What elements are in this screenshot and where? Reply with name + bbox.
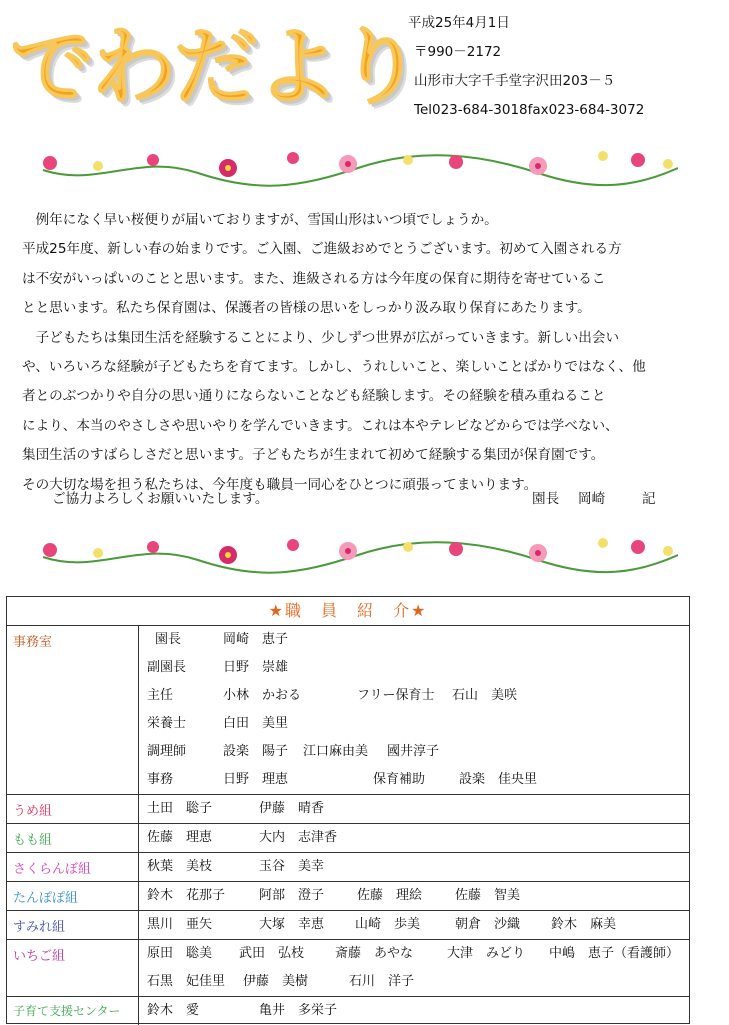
- member-line: [147, 738, 689, 766]
- staff-role: 主任: [147, 688, 174, 703]
- member-line: [147, 710, 689, 738]
- intro-line: により、本当のやさしさや思いやりを学んでいきます。これは本やテレビなどからでは学べない、: [22, 417, 619, 434]
- staff-member: 石山 美咲: [452, 688, 518, 703]
- member-line: [147, 626, 689, 654]
- staff-member: 斎藤 あやな: [335, 946, 414, 961]
- address: 山形市大字千手堂字沢田203－５: [414, 73, 616, 89]
- group-name: すみれ組: [7, 911, 139, 939]
- staff-role: 事務: [147, 772, 174, 787]
- intro-line: 子どもたちは集団生活を経験することにより、少しずつ世界が広がっていきます。新しい出会い: [22, 329, 620, 346]
- staff-member: 岡崎 恵子: [223, 632, 289, 647]
- staff-member: 伊藤 晴香: [259, 801, 325, 816]
- member-line: [147, 940, 689, 968]
- intro-line: とと思います。私たち保育園は、保護者の皆様の思いをしっかり汲み取り保育にあたります。: [22, 300, 591, 317]
- member-line: [147, 882, 689, 910]
- intro-line: 者とのぶつかりや自分の思い通りにならないことなども経験します。その経験を積み重ねること: [22, 388, 606, 405]
- staff-table-title: [7, 597, 689, 626]
- staff-member: 佐藤 智美: [455, 888, 521, 903]
- staff-member: 江口麻由美: [303, 744, 369, 759]
- intro-line: 例年になく早い桜便りが届いておりますが、雪国山形はいつ頃でしょうか。: [22, 212, 498, 228]
- group-members: [139, 882, 689, 910]
- staff-member: 石川 洋子: [349, 974, 415, 989]
- intro-line: や、いろいろな経験が子どもたちを育てます。しかし、うれしいこと、楽しいことばかりではなく、他: [22, 359, 646, 376]
- staff-row-support-center: [7, 997, 689, 1025]
- member-line: [147, 824, 689, 852]
- flower-icon: [43, 151, 673, 177]
- staff-member: 設楽 佳央里: [459, 772, 538, 787]
- staff-member: 玉谷 美幸: [259, 859, 325, 874]
- member-line: [147, 968, 689, 996]
- staff-row-ichigo: [7, 940, 689, 997]
- intro-line: 平成25年度、新しい春の始まりです。ご入園、ご進級おめでとうございます。初めて入園される方: [22, 241, 622, 258]
- staff-member: 日野 崇雄: [223, 660, 289, 675]
- staff-role: 園長: [155, 632, 182, 647]
- staff-member: 大内 志津香: [259, 830, 338, 845]
- intro-line: 集団生活のすばらしさだと思います。子どもたちが生まれて初めて経験する集団が保育園です。: [22, 447, 605, 464]
- staff-member: 伊藤 美樹: [243, 974, 309, 989]
- staff-member: 原田 聡美: [147, 946, 213, 961]
- staff-row-sakuranbo: [7, 853, 689, 882]
- staff-member: 日野 理恵: [223, 772, 289, 787]
- member-line: [147, 911, 689, 939]
- member-line: [147, 853, 689, 881]
- group-members: [139, 911, 689, 939]
- group-name: うめ組: [7, 795, 139, 823]
- group-name: たんぽぽ組: [7, 882, 139, 910]
- group-members: [139, 626, 689, 794]
- staff-member: 鈴木 麻美: [551, 917, 617, 932]
- staff-member: 佐藤 理恵: [147, 830, 213, 845]
- signature-name: 岡崎: [578, 491, 606, 507]
- signature-title: 園長: [532, 491, 560, 507]
- postal-code: 〒990－2172: [414, 44, 502, 60]
- staff-row-office: [7, 626, 689, 795]
- staff-member: 白田 美里: [223, 716, 289, 731]
- staff-role: 副園長: [147, 660, 187, 675]
- staff-member: 大津 みどり: [447, 946, 526, 961]
- flower-border-bottom: [38, 535, 678, 575]
- intro-line: は不安がいっぱいのことと思います。また、進級される方は今年度の保育に期待を寄せているこ: [22, 270, 606, 287]
- staff-member: 中嶋 恵子（看護師）: [549, 946, 680, 961]
- staff-member: 朝倉 沙織: [455, 917, 521, 932]
- group-name: もも組: [7, 824, 139, 852]
- star-icon: ★: [411, 601, 428, 620]
- member-line: [147, 795, 689, 823]
- staff-member: 佐藤 理絵: [357, 888, 423, 903]
- group-members: [139, 824, 689, 852]
- staff-row-momo: [7, 824, 689, 853]
- staff-member: 山崎 歩美: [355, 917, 421, 932]
- group-members: [139, 940, 689, 996]
- member-line: [147, 682, 689, 710]
- group-members: [139, 795, 689, 823]
- group-name: いちご組: [7, 940, 139, 996]
- group-name: さくらんぼ組: [7, 853, 139, 881]
- flower-icon: [43, 538, 673, 564]
- staff-role: 調理師: [147, 744, 187, 759]
- staff-introduction-table: [6, 596, 690, 1024]
- staff-member: 小林 かおる: [223, 688, 302, 703]
- staff-row-ume: [7, 795, 689, 824]
- staff-member: 土田 聡子: [147, 801, 213, 816]
- group-members: [139, 997, 689, 1025]
- intro-line: その大切な場を担う私たちは、今年度も職員一同心をひとつに頑張ってまいります。: [22, 476, 538, 493]
- staff-member: 亀井 多栄子: [259, 1003, 338, 1018]
- group-name: 事務室: [7, 626, 139, 794]
- flower-border-top: [38, 148, 678, 188]
- issue-date: 平成25年4月1日: [408, 15, 510, 31]
- header-info: [408, 9, 644, 125]
- intro-message: [22, 206, 690, 500]
- staff-member: 石黒 妃佳里: [147, 974, 226, 989]
- staff-title-text: 職 員 紹 介: [284, 601, 411, 620]
- staff-member: 武田 弘枝: [239, 946, 305, 961]
- contact-numbers: Tel023-684-3018fax023-684-3072: [414, 102, 645, 118]
- staff-role: フリー保育士: [357, 688, 435, 703]
- member-line: [147, 654, 689, 682]
- staff-member: 鈴木 花那子: [147, 888, 226, 903]
- staff-member: 鈴木 愛: [147, 1003, 200, 1018]
- staff-member: 黒川 亜矢: [147, 917, 213, 932]
- staff-role: 栄養士: [147, 716, 187, 731]
- newsletter-title-logo: でわだより: [10, 18, 421, 116]
- group-members: [139, 853, 689, 881]
- staff-member: 國井淳子: [387, 744, 440, 759]
- staff-member: 阿部 澄子: [259, 888, 325, 903]
- star-icon: ★: [268, 601, 285, 620]
- signature-mark: 記: [642, 491, 656, 507]
- staff-member: 大塚 幸恵: [259, 917, 325, 932]
- member-line: [147, 766, 689, 794]
- staff-member: 設楽 陽子: [223, 744, 289, 759]
- staff-member: 秋葉 美枝: [147, 859, 213, 874]
- member-line: [147, 997, 689, 1025]
- staff-row-sumire: [7, 911, 689, 940]
- staff-role: 保育補助: [373, 772, 426, 787]
- group-name: 子育て支援センター: [7, 997, 139, 1025]
- closing-line: ご協力よろしくお願いいたします。: [52, 491, 269, 507]
- staff-row-tanpopo: [7, 882, 689, 911]
